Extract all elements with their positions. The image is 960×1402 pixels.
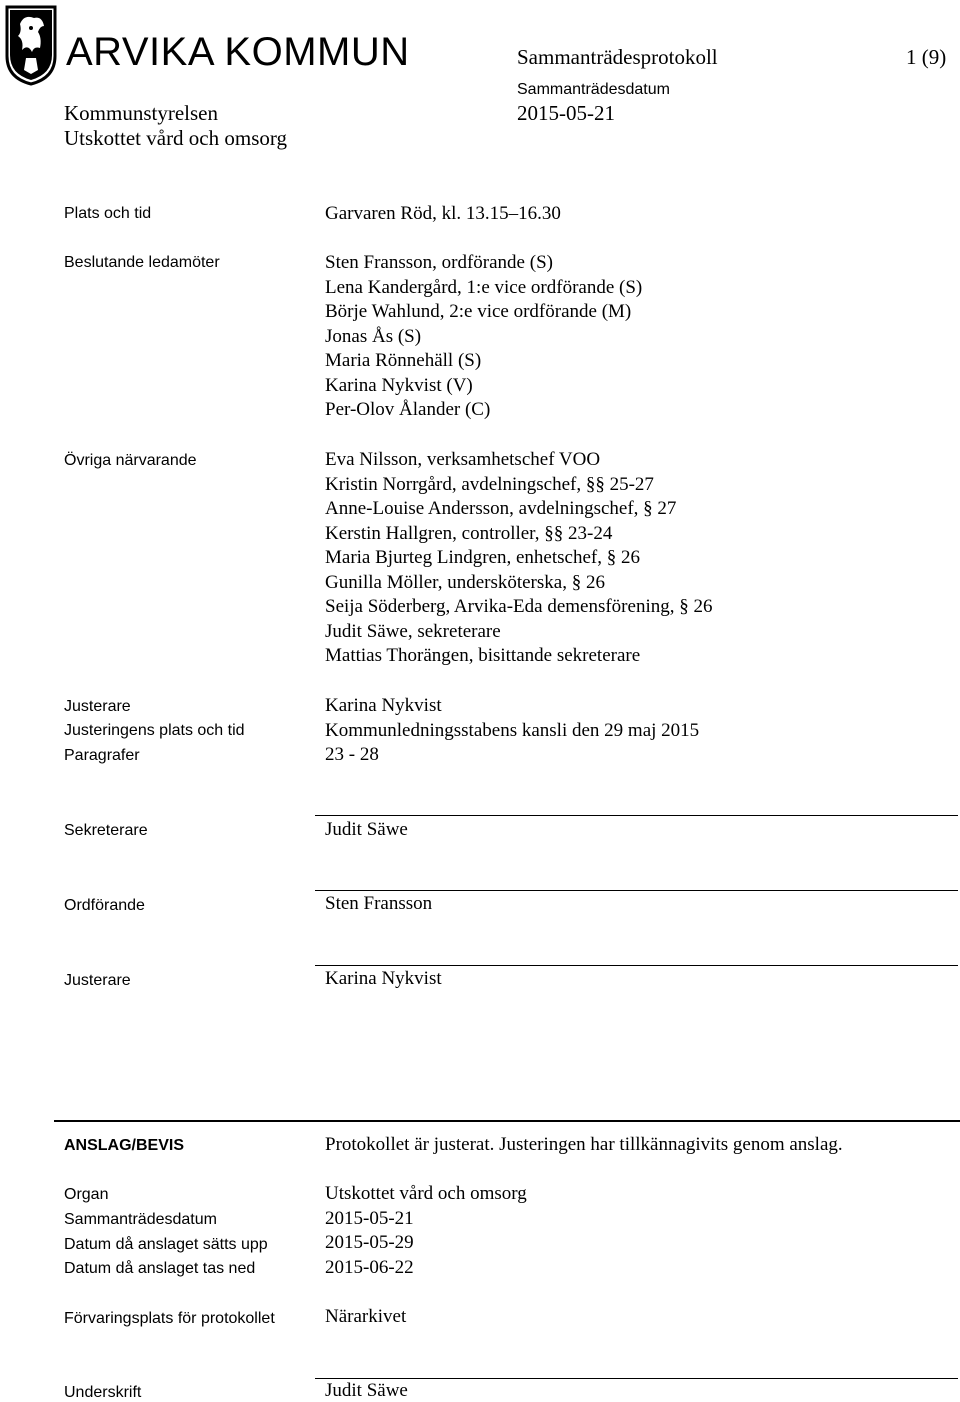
notice-divider [54, 1120, 960, 1122]
others-label: Övriga närvarande [64, 452, 197, 469]
notice-signature-name: Judit Säwe [325, 1380, 408, 1401]
secretary-name: Judit Säwe [325, 819, 408, 840]
storage-value: Närarkivet [325, 1306, 407, 1327]
signature-line-chair [315, 890, 958, 891]
meeting-date: 2015-05-21 [517, 101, 615, 125]
member-item: Maria Rönnehäll (S) [325, 350, 482, 371]
member-item: Sten Fransson, ordförande (S) [325, 252, 553, 273]
place-label: Plats och tid [64, 205, 152, 222]
chair-label: Ordförande [64, 897, 145, 914]
attendee-item: Gunilla Möller, undersköterska, § 26 [325, 572, 605, 593]
adjust-place-label: Justeringens plats och tid [64, 722, 245, 739]
member-item: Lena Kandergård, 1:e vice ordförande (S) [325, 277, 643, 298]
notice-label-organ: Organ [64, 1186, 109, 1203]
paragraphs-label: Paragrafer [64, 747, 140, 764]
doc-type: Sammanträdesprotokoll [517, 45, 718, 69]
arvika-coat-of-arms-icon [4, 4, 58, 86]
member-item: Per-Olov Ålander (C) [325, 399, 491, 420]
members-label: Beslutande ledamöter [64, 254, 220, 271]
notice-value-meeting-date: 2015-05-21 [325, 1208, 414, 1229]
notice-value-posted-date: 2015-05-29 [325, 1232, 414, 1253]
signature-line-notice [315, 1378, 958, 1379]
attendee-item: Maria Bjurteg Lindgren, enhetschef, § 26 [325, 547, 640, 568]
notice-signature-label: Underskrift [64, 1384, 142, 1401]
adjuster-value: Karina Nykvist [325, 695, 442, 716]
org-name: ARVIKA KOMMUN [66, 30, 410, 74]
notice-value-removed-date: 2015-06-22 [325, 1257, 414, 1278]
notice-title: ANSLAG/BEVIS [64, 1137, 185, 1154]
signature-line-secretary [315, 815, 958, 816]
attendee-item: Judit Säwe, sekreterare [325, 621, 501, 642]
adjuster-label: Justerare [64, 698, 131, 715]
paragraphs-value: 23 - 28 [325, 744, 379, 765]
attendee-item: Seija Söderberg, Arvika-Eda demensförening, § 26 [325, 596, 713, 617]
member-item: Karina Nykvist (V) [325, 375, 473, 396]
notice-label-posted-date: Datum då anslaget sätts upp [64, 1236, 268, 1253]
adjuster-signature-name: Karina Nykvist [325, 968, 442, 989]
subcommittee: Utskottet vård och omsorg [64, 126, 288, 150]
attendee-item: Anne-Louise Andersson, avdelningschef, § 27 [325, 498, 677, 519]
adjust-place-value: Kommunledningsstabens kansli den 29 maj 2015 [325, 720, 700, 741]
signature-line-adjuster [315, 965, 958, 966]
attendee-item: Eva Nilsson, verksamhetschef VOO [325, 449, 601, 470]
adjuster-signature-label: Justerare [64, 972, 131, 989]
notice-label-meeting-date: Sammanträdesdatum [64, 1211, 217, 1228]
attendee-item: Kerstin Hallgren, controller, §§ 23-24 [325, 523, 613, 544]
attendee-item: Kristin Norrgård, avdelningschef, §§ 25-27 [325, 474, 654, 495]
date-label: Sammanträdesdatum [517, 81, 670, 98]
member-item: Jonas Ås (S) [325, 326, 422, 347]
page-number: 1 (9) [906, 45, 947, 69]
notice-value-organ: Utskottet vård och omsorg [325, 1183, 527, 1204]
member-item: Börje Wahlund, 2:e vice ordförande (M) [325, 301, 632, 322]
committee: Kommunstyrelsen [64, 101, 218, 125]
notice-statement: Protokollet är justerat. Justeringen har tillkännagivits genom anslag. [325, 1134, 843, 1155]
notice-label-removed-date: Datum då anslaget tas ned [64, 1260, 256, 1277]
secretary-label: Sekreterare [64, 822, 148, 839]
attendee-item: Mattias Thorängen, bisittande sekreterare [325, 645, 641, 666]
storage-label: Förvaringsplats för protokollet [64, 1310, 275, 1327]
place-value: Garvaren Röd, kl. 13.15–16.30 [325, 203, 561, 224]
chair-name: Sten Fransson [325, 893, 433, 914]
